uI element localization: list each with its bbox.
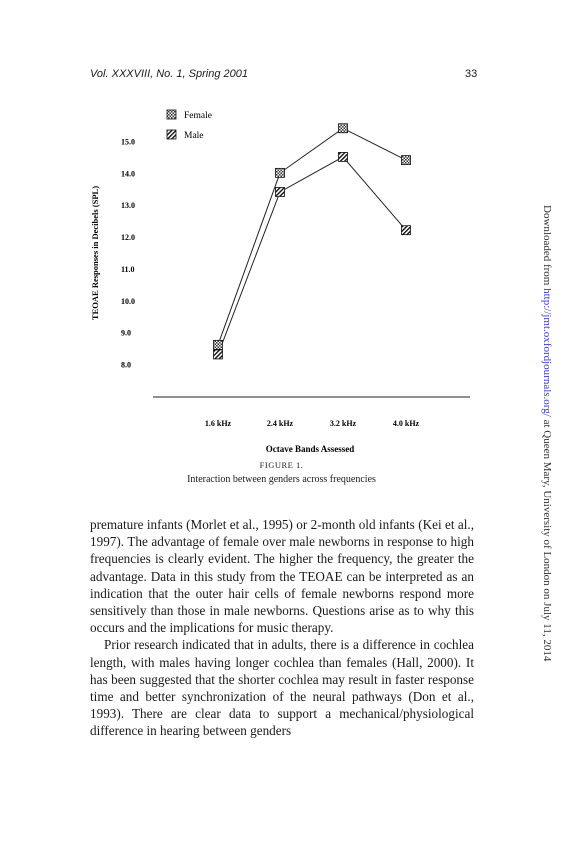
legend-label: Female (184, 111, 212, 121)
y-tick-label: 13.0 (121, 201, 135, 211)
x-tick-label: 3.2 kHz (329, 419, 357, 428)
y-tick-label: 9.0 (121, 328, 131, 338)
download-note-url[interactable]: http://jmt.oxfordjournals.org/ (541, 288, 553, 417)
y-tick-label: 12.0 (121, 233, 135, 243)
body-text (90, 516, 474, 740)
data-point (214, 350, 223, 359)
series-line (218, 128, 406, 345)
series-line (218, 157, 406, 355)
data-point (402, 156, 411, 165)
y-axis-label: TEOAE Responses in Decibels (SPL) (90, 185, 100, 321)
y-tick-label: 14.0 (121, 169, 135, 179)
body-paragraph: premature infants (Morlet et al., 1995) or 2-month old infants (Kei et al., 1997). The advantage of female over male newborns in response to high frequencies is clearly evident. The higher the frequency, the greater the advantage. Data in this study from the TEOAE can be interpreted as an indication that the outer hair cells of female newborns respond more sensitively than those in male newborns. Questions arise as to why this occurs and the implications for music therapy. (90, 517, 474, 636)
legend-swatch (167, 110, 176, 119)
data-point (339, 124, 348, 133)
chart-legend (167, 110, 212, 141)
y-tick-label: 10.0 (121, 296, 135, 306)
data-point (276, 187, 285, 196)
x-axis (205, 419, 420, 454)
data-point (276, 168, 285, 177)
body-paragraph: Prior research indicated that in adults, there is a difference in cochlea length, with males having longer cochlea than females (Hall, 2000). It has been suggested that the shorter cochlea may result in faster response time and better synchronization of the neural pathways (Don et al., 1993). There are clear data to support a mechanical/physiological difference in hearing between genders (90, 637, 474, 739)
legend-label: Male (184, 131, 204, 141)
journal-header: Vol. XXXVIII, No. 1, Spring 2001 (90, 68, 248, 80)
page-number: 33 (465, 68, 478, 80)
data-point (339, 152, 348, 161)
data-point (214, 340, 223, 349)
legend-swatch (167, 130, 176, 139)
y-axis (90, 138, 135, 370)
x-axis-label: Octave Bands Assessed (265, 444, 355, 454)
x-tick-label: 4.0 kHz (392, 419, 420, 428)
figure-label: FIGURE 1. (259, 460, 304, 470)
data-point (402, 226, 411, 235)
y-tick-label: 8.0 (121, 360, 131, 370)
chart-series (214, 124, 411, 359)
download-note (541, 205, 553, 661)
download-note-prefix: Downloaded from (541, 205, 553, 289)
y-tick-label: 15.0 (121, 137, 135, 147)
download-note-suffix: at Queen Mary, University of London on July 11, 2014 (541, 416, 553, 662)
x-tick-label: 2.4 kHz (266, 419, 294, 428)
x-tick-label: 1.6 kHz (204, 419, 232, 428)
y-tick-label: 11.0 (121, 264, 135, 274)
figure-caption: Interaction between genders across frequencies (187, 474, 376, 485)
